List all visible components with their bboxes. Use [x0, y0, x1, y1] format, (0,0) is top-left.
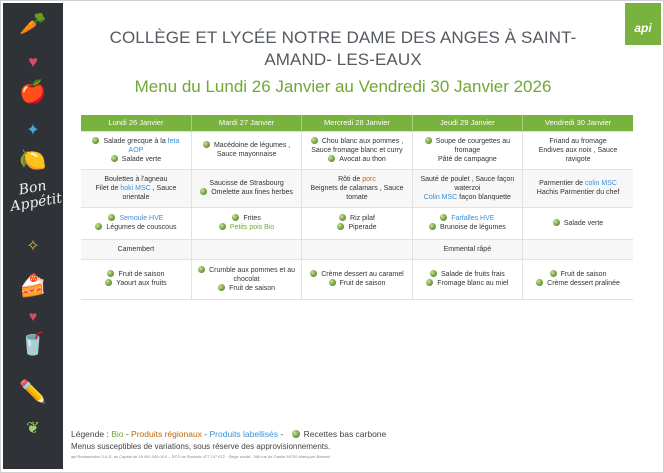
dish: [306, 137, 407, 155]
low-carbon-icon: [203, 141, 210, 148]
legend-bio: Bio: [111, 429, 124, 439]
menu-cell: [302, 131, 412, 169]
heart-small-icon: ♥: [28, 308, 38, 324]
star-icon: ✦: [26, 122, 40, 139]
menu-cell: [191, 169, 301, 207]
cake-icon: 🍰: [19, 273, 47, 298]
low-carbon-icon: [292, 430, 300, 438]
dish: [417, 223, 518, 232]
low-carbon-icon: [430, 270, 437, 277]
labelled-dish-text: Semoule HVE: [119, 215, 164, 222]
menu-cell: [191, 239, 301, 259]
dish: [306, 155, 407, 164]
heart-icon: ♥: [28, 54, 38, 71]
dish: Friand au fromage: [549, 137, 607, 145]
legend-separator: -: [278, 429, 286, 439]
low-carbon-icon: [198, 266, 205, 273]
menu-cell: [191, 131, 301, 169]
low-carbon-icon: [339, 214, 346, 221]
low-carbon-icon: [328, 155, 335, 162]
labelled-dish-text: feta AOP: [128, 137, 180, 154]
dish: Sauté de poulet , Sauce façon waterzoi: [420, 175, 515, 192]
low-carbon-icon: [311, 137, 318, 144]
menu-cell: [523, 207, 633, 239]
menu-cell: [412, 169, 522, 207]
labelled-dish-text: colin MSC: [585, 180, 617, 187]
day-header: Vendredi 30 Janvier: [523, 115, 633, 131]
menu-table: [81, 115, 633, 300]
sparkle-icon: ✧: [26, 238, 40, 255]
lemon-icon: 🍋: [19, 147, 47, 172]
pencil-icon: ✏️: [19, 379, 47, 404]
radish-icon: 🥕: [19, 11, 47, 36]
dish: [85, 155, 187, 164]
menu-cell: [412, 259, 522, 299]
dish-text: Soupe de courgettes au fromage: [435, 137, 511, 154]
regional-dish-text: porc: [362, 175, 376, 183]
dish-text: Filet de: [95, 184, 121, 192]
legend: [71, 429, 386, 439]
dish: [196, 214, 297, 223]
dish-text: Omelette aux fines herbes: [211, 189, 293, 196]
day-header: Mercredi 28 Janvier: [302, 115, 412, 131]
school-title: COLLÈGE ET LYCÉE NOTRE DAME DES ANGES À SAINT-AMAND- LES-EAUX: [109, 28, 577, 69]
menu-cell: [81, 169, 191, 207]
api-logo: api: [625, 3, 661, 45]
dish-text: Yaourt aux fruits: [116, 280, 167, 287]
dish-text: , Sauce orientale: [122, 184, 177, 201]
dish: [85, 279, 187, 288]
menu-cell: [191, 259, 301, 299]
cheese-row: [81, 239, 633, 259]
day-header: Mardi 27 Janvier: [191, 115, 301, 131]
low-carbon-icon: [553, 219, 560, 226]
low-carbon-icon: [425, 137, 432, 144]
chalkboard-decoration: [3, 3, 63, 469]
menu-cell: [81, 131, 191, 169]
dish-text: Macédoine de légumes , Sauce mayonnaise: [213, 142, 291, 158]
dish-text: Fruit de saison: [560, 271, 607, 278]
day-header: Jeudi 29 Janvier: [412, 115, 522, 131]
dish: [527, 179, 629, 188]
dish-text: Crème dessert au caramel: [321, 271, 404, 278]
dish: [196, 188, 297, 197]
menu-cell: [302, 239, 412, 259]
menu-cell: [81, 207, 191, 239]
menu-cell: [302, 259, 412, 299]
mains-row: [81, 169, 633, 207]
low-carbon-icon: [111, 155, 118, 162]
sides-row: [81, 207, 633, 239]
dish-text: Fruit de saison: [118, 271, 165, 278]
dish: Pâté de campagne: [437, 155, 497, 163]
low-carbon-icon: [440, 214, 447, 221]
apple-icon: 🍎: [19, 79, 47, 104]
dish-text: Avocat au thon: [339, 155, 386, 163]
low-carbon-icon: [310, 270, 317, 277]
dish: Beignets de calamars , Sauce tomate: [310, 184, 404, 201]
menu-cell: [412, 207, 522, 239]
menu-cell: [302, 207, 412, 239]
day-header-row: [81, 115, 633, 131]
dish: [196, 266, 297, 284]
low-carbon-icon: [426, 279, 433, 286]
starters-row: [81, 131, 633, 169]
dish: [417, 279, 518, 288]
low-carbon-icon: [550, 270, 557, 277]
low-carbon-icon: [92, 137, 99, 144]
dish: [306, 175, 407, 184]
dish-text: Brunoise de légumes: [439, 224, 506, 231]
menu-cell: [523, 259, 633, 299]
dish: [527, 279, 629, 288]
drink-icon: 🥤: [19, 331, 47, 356]
dish: [196, 141, 297, 159]
dish-text: Crumble aux pommes et au chocolat: [209, 266, 296, 283]
low-carbon-icon: [95, 223, 102, 230]
day-header: Lundi 26 Janvier: [81, 115, 191, 131]
dish: [306, 214, 407, 223]
dish: [306, 270, 407, 279]
labelled-dish-text: Colin MSC: [423, 193, 458, 201]
low-carbon-icon: [429, 223, 436, 230]
dish: [85, 214, 187, 223]
menu-cell: Camembert: [81, 239, 191, 259]
menu-cell: [412, 131, 522, 169]
menu-title: Menu du Lundi 26 Janvier au Vendredi 30 Janvier 2026: [134, 77, 552, 96]
low-carbon-icon: [200, 188, 207, 195]
dish-text: Parmentier de: [539, 180, 586, 187]
menu-cell: [523, 239, 633, 259]
dish-text: Salade verte: [563, 219, 604, 227]
legend-regional: Produits régionaux: [131, 429, 202, 439]
leaf-decoration-icon: ❦: [26, 420, 40, 437]
dish-text: Rôti de: [338, 175, 363, 183]
dish-text: Fruit de saison: [229, 284, 276, 292]
dish: [527, 219, 629, 228]
dish: [306, 223, 407, 232]
legend-separator: -: [123, 429, 132, 439]
dish: [196, 223, 297, 232]
dish: [417, 214, 518, 223]
dish-text: Fruit de saison: [339, 280, 386, 287]
low-carbon-icon: [105, 279, 112, 286]
dish-text: Salade grecque à la: [103, 137, 168, 145]
disclaimer: Menus susceptibles de variations, sous réserve des approvisionnements.: [71, 442, 331, 451]
dish-text: façon blanquette: [457, 193, 511, 201]
dish: Saucisse de Strasbourg: [209, 180, 284, 187]
menu-cell: [81, 259, 191, 299]
dish-text: Piperade: [348, 224, 377, 231]
labelled-dish-text: hoki MSC: [120, 184, 151, 192]
dish: [306, 279, 407, 288]
dish-text: Riz pilaf: [350, 215, 375, 222]
dish-text: Salade de fruits frais: [440, 271, 505, 278]
labelled-dish-text: Farfalles HVE: [451, 215, 495, 222]
dish: Boulettes à l'agneau: [104, 175, 168, 183]
low-carbon-icon: [536, 279, 543, 286]
menu-cell: Emmental râpé: [412, 239, 522, 259]
legend-labelled: Produits labellisés: [209, 429, 279, 439]
legend-separator: -: [201, 429, 210, 439]
dish: Hachis Parmentier du chef: [536, 189, 620, 196]
dish-text: Frites: [243, 215, 261, 222]
menu-cell: [191, 207, 301, 239]
dish-text: Crème dessert pralinée: [547, 280, 620, 287]
fineprint: api Restauration S.A.S. au Capital de 18 000 000,00 € – RCS de Roubaix 477 747 672 · Siège social : 366 rue de Gaulle 59700 Marcq-en-Barœul: [71, 454, 330, 459]
dish: [85, 270, 187, 279]
dish: [527, 270, 629, 279]
dish-text: Fromage blanc au miel: [437, 280, 509, 287]
bon-appetit-text: Bon Appétit: [9, 177, 63, 216]
low-carbon-icon: [219, 223, 226, 230]
dish: [85, 137, 187, 155]
desserts-row: [81, 259, 633, 299]
legend-prefix: Légende :: [71, 429, 112, 439]
dish: [196, 284, 297, 293]
low-carbon-icon: [337, 223, 344, 230]
dish: [417, 270, 518, 279]
menu-cell: [523, 131, 633, 169]
dish: [417, 137, 518, 155]
menu-cell: [523, 169, 633, 207]
low-carbon-icon: [108, 214, 115, 221]
menu-cell: [302, 169, 412, 207]
low-carbon-icon: [232, 214, 239, 221]
dish-text: Salade verte: [121, 155, 162, 163]
dish: [417, 193, 518, 202]
dish: [85, 223, 187, 232]
dish: [85, 184, 187, 202]
bio-dish-text: Petits pois Bio: [229, 224, 275, 231]
low-carbon-icon: [218, 284, 225, 291]
dish-text: Légumes de couscous: [106, 224, 177, 231]
dish-text: Chou blanc aux pommes , Sauce fromage blanc et curry: [311, 137, 404, 154]
low-carbon-icon: [329, 279, 336, 286]
legend-carbon: Recettes bas carbone: [303, 429, 387, 439]
low-carbon-icon: [107, 270, 114, 277]
dish: Endives aux noix , Sauce ravigote: [538, 146, 618, 163]
